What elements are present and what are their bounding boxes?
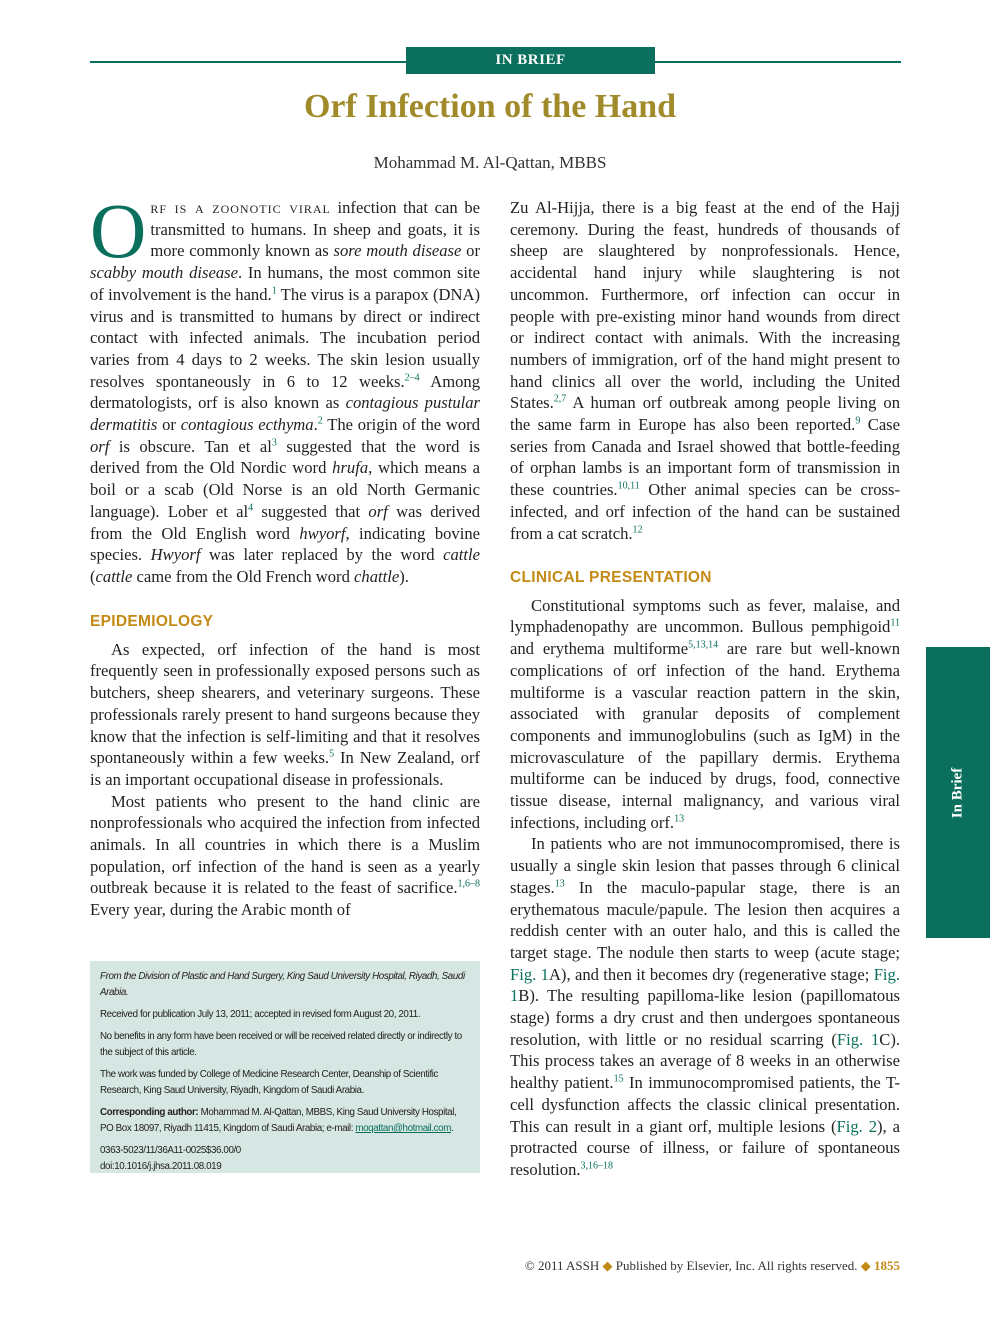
side-tab-label: In Brief <box>949 767 966 818</box>
corresponding-label: Corresponding author: <box>100 1107 199 1118</box>
intro-paragraph: Orf is a zoonotic viral infection that can be transmitted to humans. In sheep and goats, it is more commonly known as sore mouth disease or scabby mouth disease. In humans, the most common site of involvement is the hand.$^1$ The virus is a parapox (DNA) virus and is transmitted to humans by direct or indirect contact with infected animals. The incubation period varies from 4 days to 2 weeks. The skin lesion usually resolves spontaneously in 6 to 12 weeks.$^{2-4}$ Among dermatologists, orf is also known as contagious pustular dermatitis or contagious ecthyma.$^2$ The origin of the word orf is obscure. Tan et $al^3$ suggested that the word is derived from the Old Nordic word hrufa, which means a boil or a scab (Old Norse is an old North Germanic language). Lober et $al^4$ suggested that orf was derived from the Old English word hwyorf, indicating bovine species. Hwyorf was later replaced by the word cattle (cattle came from the Old French word chattle). <box>90 187 481 586</box>
right-column-continuation <box>510 197 900 544</box>
epidemiology-paragraph-1: As expected, orf infection of the hand is most frequently seen in professionally exposed persons such as butchers, sheep shearers, and veterinary surgeons. These professionals rarely present to hand surgeons because they know that the infection is self-limiting and that it resolves spontaneously within a few weeks.$^5$ In New Zealand, orf is an important occupational disease in professionals. <box>90 639 480 789</box>
clinical-paragraph-2: In patients who are not immunocompromised, there is usually a single skin lesion that passes through 6 clinical stages.$^{13}$ In the maculo-papular stage, there is an erythematous macule/papule. The lesion then acquires a reddish center with an outer halo, and this is called the target stage. The nodule then starts to weep (acute stage; Fig. 1A), and then it becomes dry (regenerative stage; Fig. 1B). The resulting papilloma-like lesion (papillomatous stage) forms a dry crust and then undergoes spontaneous resolution, with little or no residual scarring (Fig. 1C). This process takes an average of 8 weeks in an otherwise healthy patient.$^{15}$ In immunocompromised patients, the T-cell dysfunction affects the classic clinical presentation. This can result in a giant orf, multiple lesions (Fig. 2), a protracted course of illness, or failure of spontaneous resolution.$^{3,16-18}$ <box>510 834 901 1179</box>
section-heading-clinical-presentation: CLINICAL PRESENTATION <box>510 569 712 586</box>
footnote-received: Received for publication July 13, 2011; accepted in revised form August 20, 2011. <box>100 1009 421 1020</box>
page-footer <box>525 1258 900 1274</box>
figure-link-1a[interactable]: Fig. 1 <box>510 964 549 984</box>
footnote-funding: The work was funded by College of Medicine Research Center, Deanship of Scientific Research, King Saud University, Riyadh, Kingdom of Saudi Arabia. <box>100 1069 439 1096</box>
side-section-tab <box>926 647 990 938</box>
left-column-epidemiology <box>90 611 480 921</box>
corresponding-text: Mohammad M. Al-Qattan, MBBS, King Saud University Hospital, PO Box 18097, Riyadh 11415, Kingdom of Saudi Arabia; e-mail: <box>100 1107 457 1134</box>
footnote-doi: doi:10.1016/j.jhsa.2011.08.019 <box>100 1161 222 1172</box>
footnote-affiliation: From the Division of Plastic and Hand Surgery, King Saud University Hospital, Riyadh, Saudi Arabia. <box>100 971 465 998</box>
clinical-paragraph-1: Constitutional symptoms such as fever, malaise, and lymphadenopathy are uncommon. Bullous pemphigoid$^{11}$ and erythema multiforme$^{5,13,14}$ are rare but well-known complications of orf infection of the hand. Erythema multiforme is a vascular reaction pattern in the skin, associated with granular deposits of complement components and immunoglobulins (such as IgM) in the microvasculature of the papillary dermis. Erythema multiforme can be induced by drugs, food, connective tissue disease, internal malignancy, and various viral infections, including orf.$^{13}$ <box>510 595 900 832</box>
header-rule-right <box>655 61 901 63</box>
continuation-paragraph: Zu Al-Hijja, there is a big feast at the end of the Hajj ceremony. During the feast, hundreds of thousands of sheep are slaughtered by nonprofessionals. Hence, accidental hand injury while slaughtering is not uncommon. Furthermore, orf infection can occur in people with pre-existing minor hand wounds from direct or indirect contact with animals. With the increasing numbers of immigration, orf of the hand might present to hand clinics all over the world, including the United States.$^{2,7}$ A human orf outbreak among people living on the same farm in Europe has also been reported.$^9$ Case series from Canada and Israel showed that bottle-feeding of orphan lambs is an important form of transmission in these countries.$^{10,11}$ Other animal species can be cross-infected, and orf infection of the hand can be sustained from a cat scratch.$^{12}$ <box>510 198 901 543</box>
epidemiology-paragraph-2: Most patients who present to the hand clinic are nonprofessionals who acquired the infection from infected animals. In all countries in which there is a Muslim population, orf infection of the hand is seen as a yearly outbreak because it is related to the feast of sacrifice.$^{1,6-8}$ Every year, during the Arabic month of <box>90 791 480 920</box>
footnote-corresponding: Corresponding author: Mohammad M. Al-Qattan, MBBS, King Saud University Hospital, PO Box 18097, Riyadh 11415, Kingdom of Saudi Arabia; e-mail: moqattan@hotmail.com. <box>100 1107 457 1134</box>
article-title: Orf Infection of the Hand <box>303 88 677 125</box>
figure-link-2[interactable]: Fig. 2 <box>836 1116 878 1136</box>
footnote-benefits: No benefits in any form have been received or will be received related directly or indirectly to the subject of this article. <box>100 1031 462 1058</box>
article-author: Mohammad M. Al-Qattan, MBBS <box>373 153 607 172</box>
figure-link-1b[interactable]: Fig. 1 <box>510 964 900 1006</box>
left-column-intro <box>90 187 481 588</box>
header-rule-left <box>90 61 406 63</box>
article-footnote-box <box>90 961 480 1173</box>
section-tab: IN BRIEF <box>406 47 655 74</box>
footer-separator-diamond: ◆ <box>602 1258 613 1273</box>
section-heading-epidemiology: EPIDEMIOLOGY <box>90 613 214 630</box>
right-column-clinical <box>510 567 900 1181</box>
author-email-link[interactable]: moqattan@hotmail.com <box>355 1123 451 1134</box>
figure-link-1c[interactable]: Fig. 1 <box>836 1029 880 1049</box>
footer-separator-diamond: ◆ <box>860 1258 871 1273</box>
footnote-issn: 0363-5023/11/36A11-0025$36.00/0 <box>100 1145 241 1156</box>
page-number: 1855 <box>874 1258 900 1273</box>
footer-copyright: © 2011 ASSH <box>524 1258 600 1273</box>
drop-cap: O <box>90 187 147 274</box>
footer-publisher: Published by Elsevier, Inc. All rights reserved. <box>615 1258 858 1273</box>
